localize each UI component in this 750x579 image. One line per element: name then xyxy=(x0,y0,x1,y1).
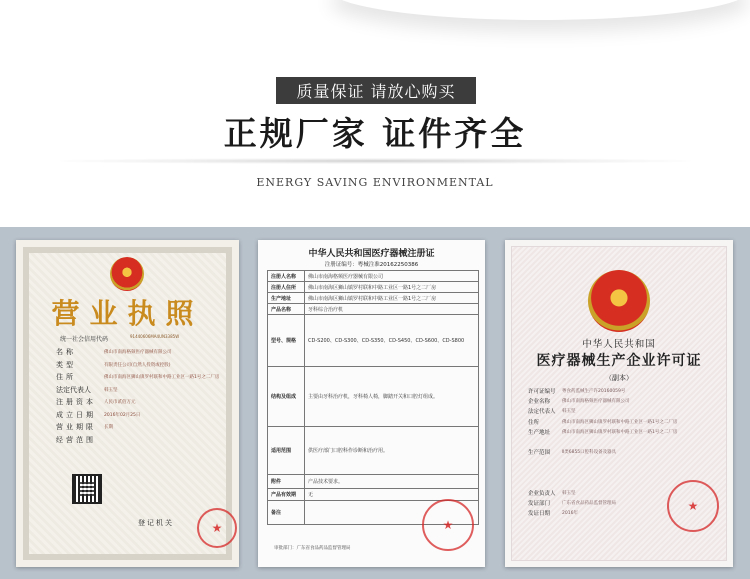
device-registration-image xyxy=(258,240,485,567)
permit-row: 生产范围 Ⅱ类6855口腔科设备及器具 xyxy=(528,450,617,457)
license-row: 经营范围 xyxy=(56,435,96,444)
national-emblem-icon xyxy=(110,257,144,291)
permit-title: 医疗器械生产企业许可证 xyxy=(536,353,702,369)
quality-banner: 质量保证 请放心购买 xyxy=(276,77,476,104)
license-row: 住所 佛山市南海区狮山镇罗村联和中路工业区一路1号之二厂房 xyxy=(56,373,220,382)
permit-row: 住所 佛山市南海区狮山镇罗村联和中路工业区一路1号之二厂房 xyxy=(528,419,678,426)
permit-row xyxy=(528,468,677,478)
permit-country: 中华人民共和国 xyxy=(582,339,656,350)
permit-copy-label: （副本） xyxy=(605,374,633,382)
permit-row xyxy=(528,457,677,467)
table-row: 生产地址 佛山市南海区狮山镇罗村联和中路工业区一路1号之二厂房 xyxy=(268,293,479,304)
license-row: 法定代表人 韩玉坚 xyxy=(56,385,118,394)
national-emblem-icon xyxy=(588,270,650,332)
table-row: 结构及组成 主要由牙科治疗机，牙科椅人椅，脚踏开关和口腔灯组成。 xyxy=(268,367,479,427)
permit-rows xyxy=(528,386,677,518)
red-seal-icon: ★ xyxy=(422,499,474,551)
table-row: 备注 xyxy=(268,501,479,525)
table-row: 适用范围 供医疗部门口腔科作诊断和治疗用。 xyxy=(268,427,479,475)
license-code-value: 91440606MA4UN3385W xyxy=(130,334,180,339)
permit-row: 生产地址 佛山市南海区狮山镇罗村联和中路工业区一路1号之二厂房 xyxy=(528,429,678,436)
license-row: 注册资本 人民币贰佰万元 xyxy=(56,398,136,407)
license-code-label: 统一社会信用代码 xyxy=(60,336,109,343)
table-row: 型号、规格 CD-S200、CD-S300、CD-S350、CD-S450、CD-S600、CD-S800 xyxy=(268,315,479,367)
permit-row: 发证日期 2016年 xyxy=(528,511,578,518)
red-seal-icon: ★ xyxy=(667,480,719,532)
table-row: 注册人名称 佛山市南海格频医疗器械有限公司 xyxy=(268,271,479,282)
headline-divider xyxy=(60,158,690,164)
headline: 正规厂家 证件齐全 xyxy=(223,114,527,153)
license-authority: 登记机关 xyxy=(138,519,174,527)
permit-row: 企业名称 佛山市南海格频医疗器械有限公司 xyxy=(528,399,630,406)
license-row: 营业期限 长期 xyxy=(56,423,113,432)
license-row: 类型 有限责任公司(自然人投资或控股) xyxy=(56,360,171,369)
table-row: 产品有效期 无 xyxy=(268,489,479,501)
license-row: 名称 佛山市南海格频医疗器械有限公司 xyxy=(56,348,172,357)
license-rows xyxy=(56,346,219,446)
registration-footer: 审批部门：广东省食品药品监督管理局 xyxy=(274,546,351,551)
registration-title: 中华人民共和国医疗器械注册证 xyxy=(308,249,435,259)
red-seal-icon: ★ xyxy=(197,508,237,548)
permit-row: 发证部门 广东省食品药品监督管理局 xyxy=(528,501,616,508)
license-title: 营业执照 xyxy=(51,297,204,330)
permit-row: 法定代表人 韩玉坚 xyxy=(528,409,576,416)
permit-row xyxy=(528,478,677,488)
permit-row xyxy=(528,437,677,447)
table-row: 注册人住所 佛山市南海区狮山镇罗村联和中路工业区一路1号之二厂房 xyxy=(268,282,479,293)
qr-code-icon xyxy=(72,474,102,504)
english-title: ENERGY SAVING ENVIRONMENTAL xyxy=(256,176,494,189)
table-row: 产品名称 牙科综合治疗机 xyxy=(268,304,479,315)
registration-number: 注册证编号：粤械注准20162250386 xyxy=(324,262,419,268)
license-row: 成立日期 2016年02月25日 xyxy=(56,410,141,419)
permit-row: 企业负责人 韩玉坚 xyxy=(528,490,576,497)
top-shadow-arc xyxy=(330,0,750,20)
table-row: 附件 产品技术要求。 xyxy=(268,475,479,489)
permit-row: 许可证编号 粤食药监械生产许20160059号 xyxy=(528,389,626,396)
registration-table xyxy=(267,270,479,525)
